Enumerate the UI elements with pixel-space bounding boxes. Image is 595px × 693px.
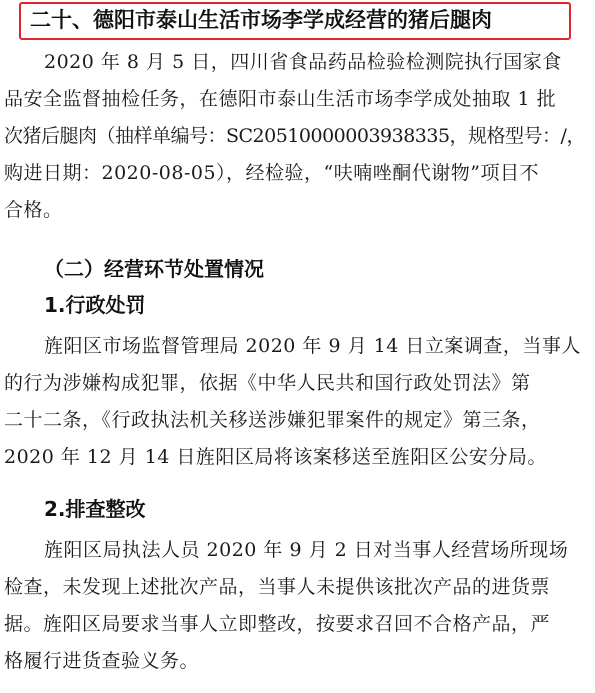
paragraph-line: 旌阳区局执法人员 2020 年 9 月 2 日对当事人经营场所现场 [44,539,569,561]
paragraph-line: 2020 年 12 月 14 日旌阳区局将该案移送至旌阳区公安分局。 [4,446,547,468]
paragraph-line: 旌阳区市场监督管理局 2020 年 9 月 14 日立案调查，当事人 [44,335,581,357]
subheading-penalty: 1.行政处罚 [44,293,146,317]
paragraph-line: 次猪后腿肉（抽样单编号：SC20510000003938335，规格型号：/， [4,125,585,147]
section-heading-handling: （二）经营环节处置情况 [44,257,264,281]
paragraph-rectification [4,532,590,680]
paragraph-line: 据。旌阳区局要求当事人立即整改，按要求召回不合格产品，严 [4,613,551,635]
document-title: 二十、德阳市泰山生活市场李学成经营的猪后腿肉 [30,8,492,32]
paragraph-line: 的行为涉嫌构成犯罪，依据《中华人民共和国行政处罚法》第 [4,372,531,394]
paragraph-line: 品安全监督抽检任务，在德阳市泰山生活市场李学成处抽取 1 批 [4,88,557,110]
paragraph-line: 2020 年 8 月 5 日，四川省食品药品检验检测院执行国家食 [44,51,562,73]
paragraph-line: 二十二条，《行政执法机关移送涉嫌犯罪案件的规定》第三条， [4,409,541,431]
paragraph-line: 合格。 [4,199,63,221]
paragraph-line: 检查，未发现上述批次产品，当事人未提供该批次产品的进货票 [4,576,551,598]
paragraph-penalty [4,328,590,476]
subheading-rectification: 2.排查整改 [44,497,146,521]
paragraph-line: 购进日期：2020-08-05），经检验，“呋喃唑酮代谢物”项目不 [4,162,539,184]
paragraph-inspection [4,44,590,229]
paragraph-line: 格履行进货查验义务。 [4,650,200,672]
